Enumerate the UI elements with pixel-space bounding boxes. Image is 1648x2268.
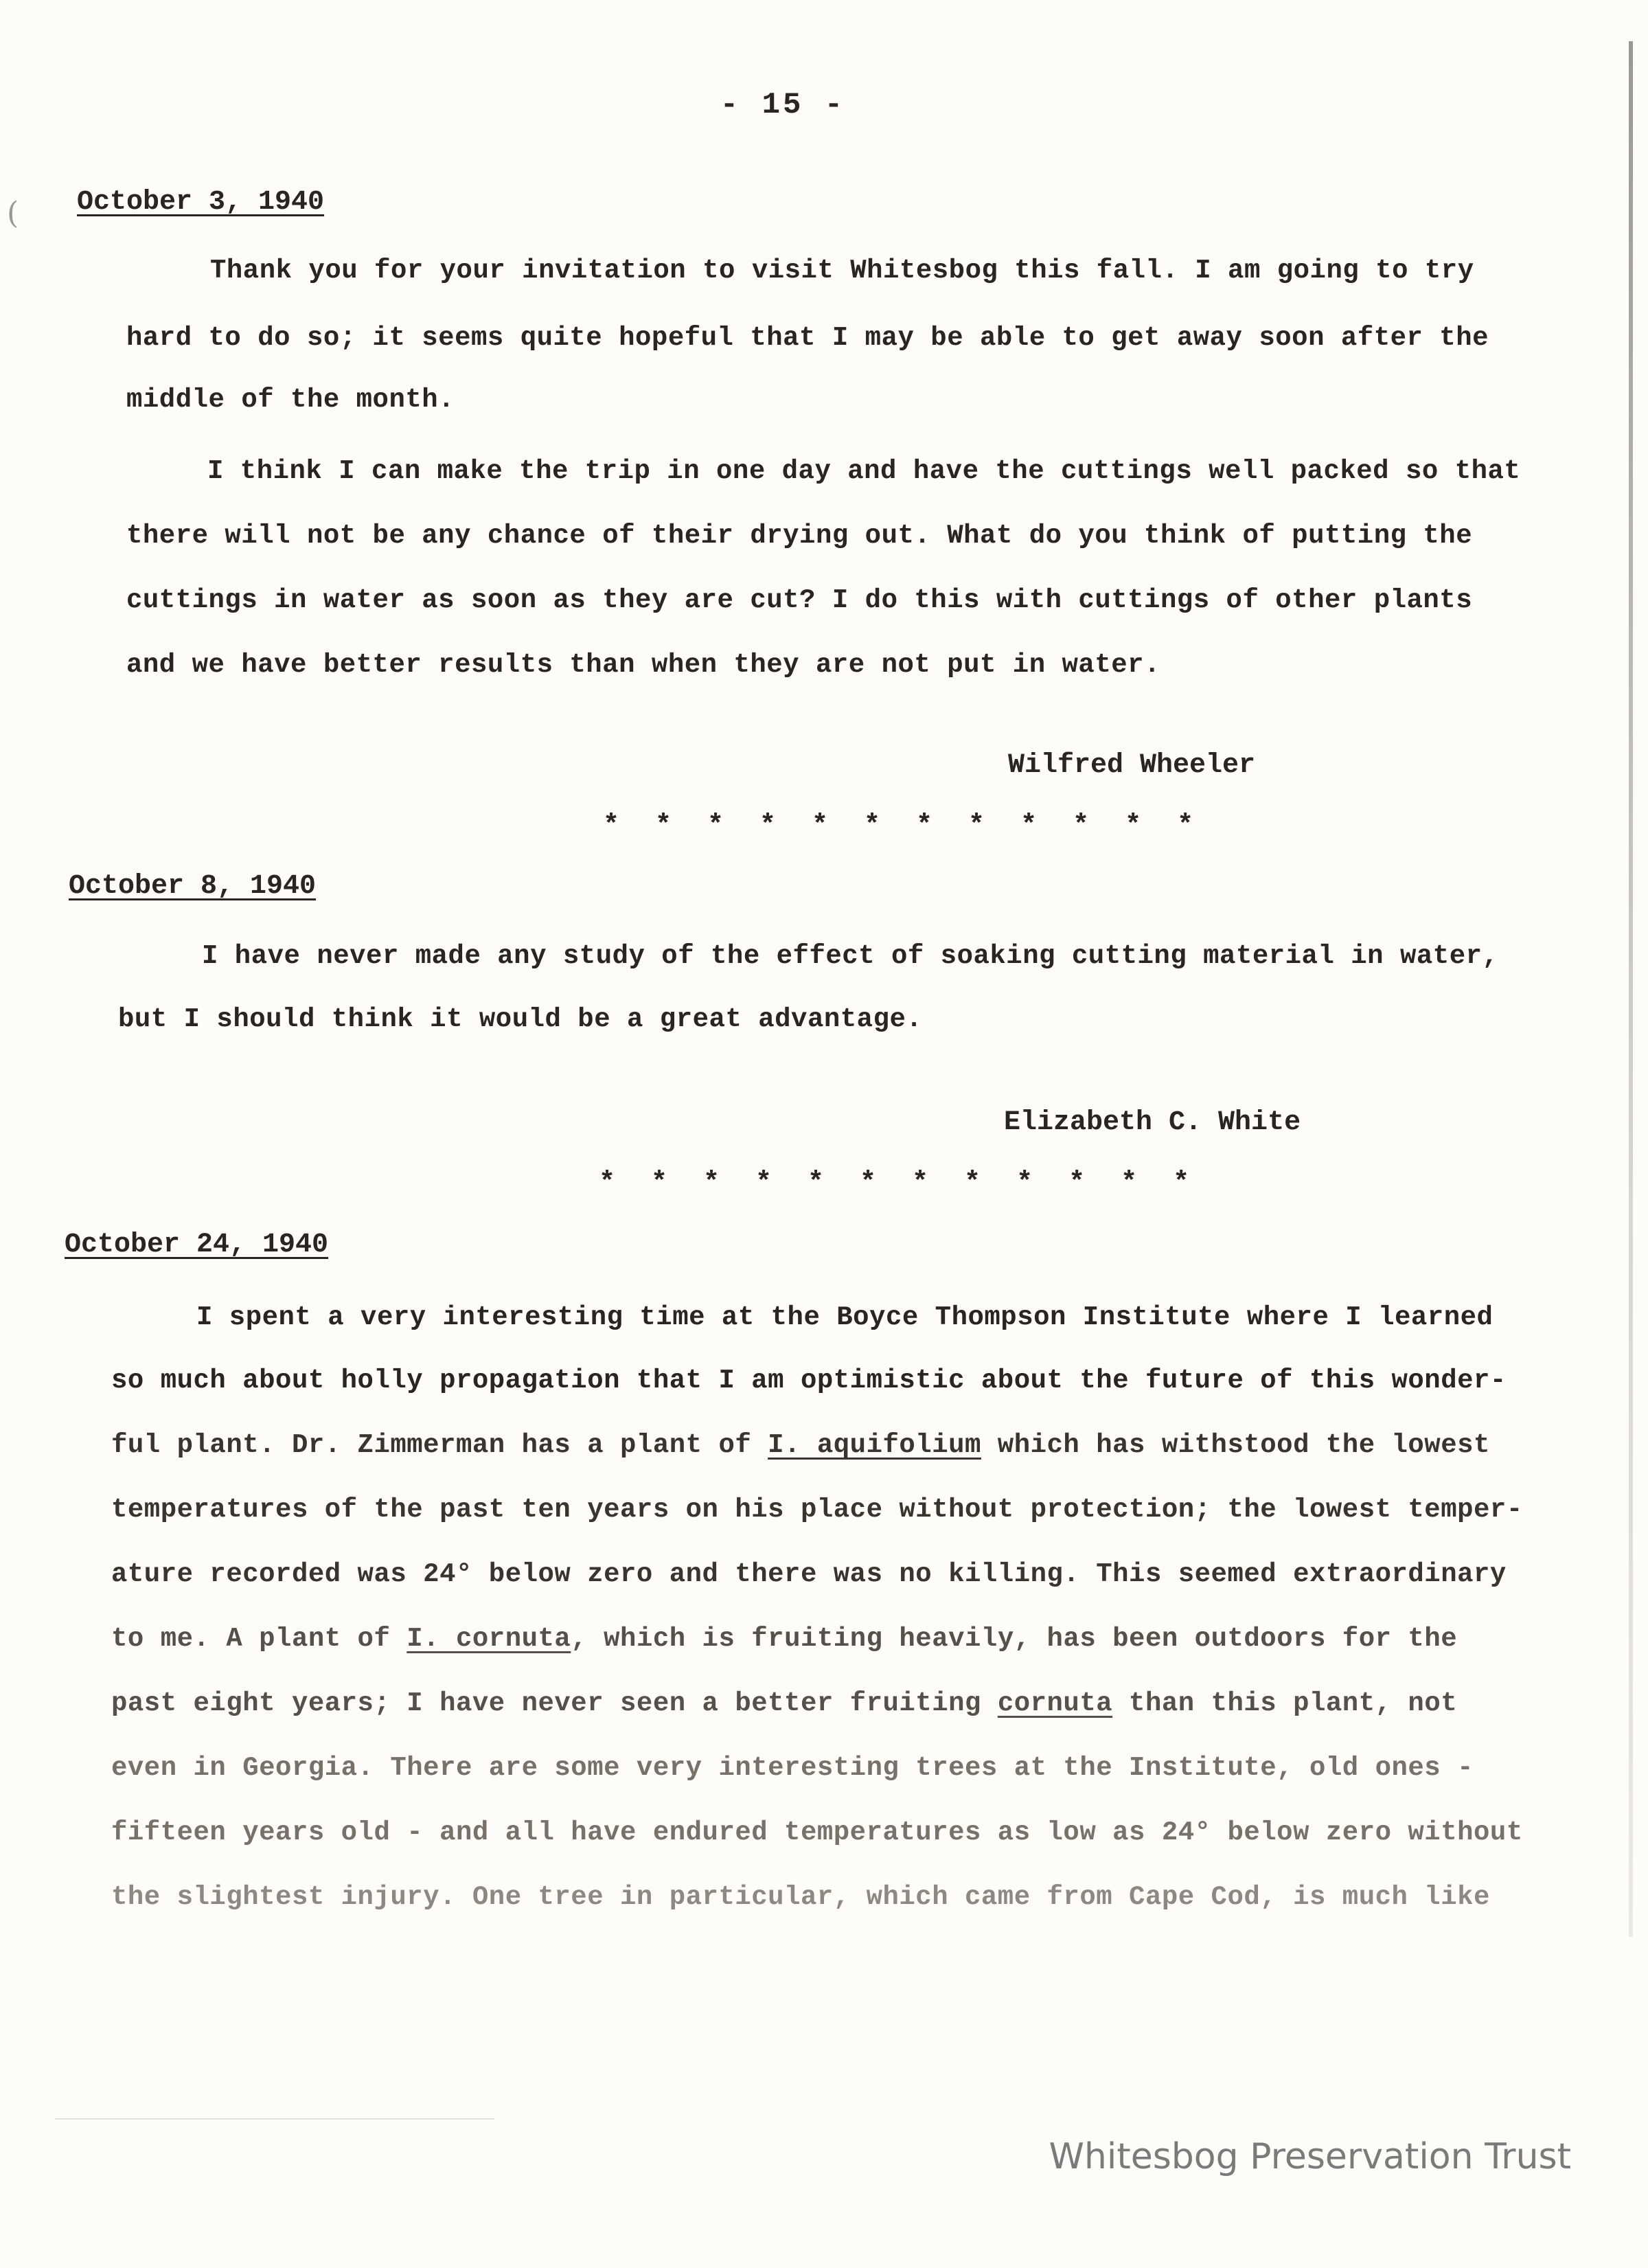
page-number: - 15 - [720,88,846,122]
footer-rule [55,2118,494,2120]
text-line: there will not be any chance of their drying out. What do you think of putting the [126,521,1473,551]
text-line: middle of the month. [126,385,455,415]
text-line: ful plant. Dr. Zimmerman has a plant of I. aquifolium which has withstood the lowest [111,1430,1490,1460]
text-line: but I should think it would be a great advantage. [118,1004,923,1034]
text-line: fifteen years old - and all have endured temperatures as low as 24° below zero without [111,1817,1523,1848]
text-line: past eight years; I have never seen a better fruiting cornuta than this plant, not [111,1688,1458,1719]
text-line: and we have better results than when they are not put in water. [126,650,1160,680]
text-line: I think I can make the trip in one day and have the cuttings well packed so that [207,456,1521,486]
species-name: I. cornuta [407,1624,571,1654]
text-line: temperatures of the past ten years on his place without protection; the lowest temper- [111,1495,1523,1525]
entry-date: October 3, 1940 [77,187,325,218]
text-line: I spent a very interesting time at the Boyce Thompson Institute where I learned [196,1302,1494,1333]
paper-edge-shadow [1629,41,1633,1937]
separator-stars: * * * * * * * * * * * * [603,810,1204,841]
text-line: Thank you for your invitation to visit Whitesbog this fall. I am going to try [210,256,1474,286]
species-name: I. aquifolium [768,1430,981,1460]
signature: Elizabeth C. White [1004,1107,1301,1138]
text-line: so much about holly propagation that I am optimistic about the future of this wonder- [111,1365,1507,1396]
margin-mark: ( [7,196,19,231]
watermark: Whitesbog Preservation Trust [1049,2136,1571,2177]
entry-date: October 8, 1940 [69,871,317,902]
text-line: to me. A plant of I. cornuta, which is fruiting heavily, has been outdoors for the [111,1624,1458,1654]
text-line: cuttings in water as soon as they are cut? I do this with cuttings of other plants [126,585,1473,615]
separator-stars: * * * * * * * * * * * * [599,1168,1200,1199]
text-line: ature recorded was 24° below zero and there was no killing. This seemed extraordinary [111,1559,1507,1589]
text-line: the slightest injury. One tree in particular, which came from Cape Cod, is much like [111,1882,1490,1912]
text-line: hard to do so; it seems quite hopeful that I may be able to get away soon after the [126,323,1489,353]
text-line: even in Georgia. There are some very interesting trees at the Institute, old ones - [111,1753,1474,1783]
text-line: I have never made any study of the effect of soaking cutting material in water, [202,941,1499,971]
signature: Wilfred Wheeler [1008,750,1256,781]
entry-date: October 24, 1940 [65,1229,329,1260]
species-name: cornuta [997,1688,1113,1719]
